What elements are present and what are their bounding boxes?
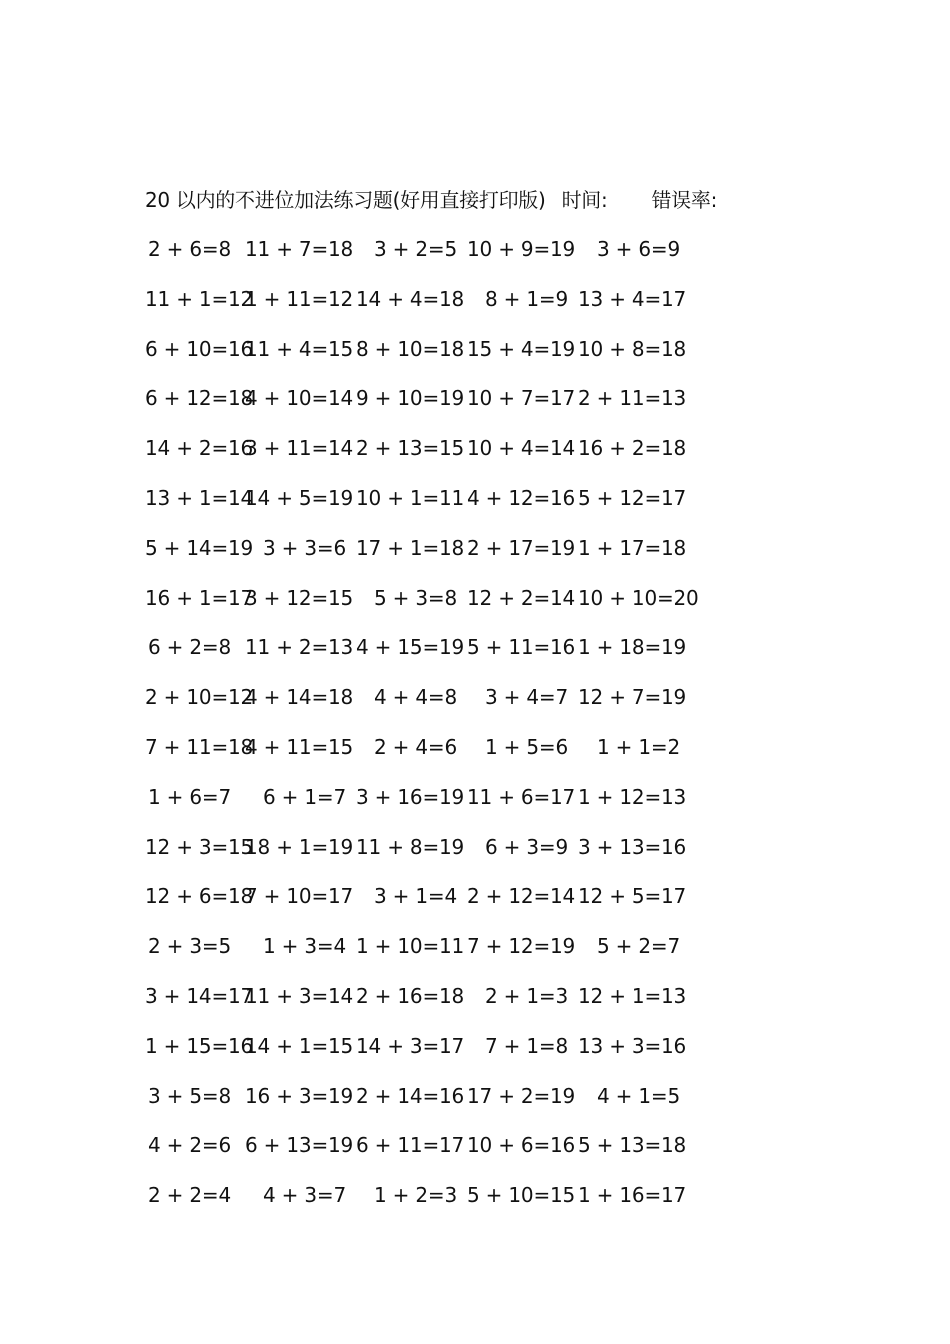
problem-cell: 4 + 1=5 — [596, 1083, 680, 1108]
problem-cell: 16 + 3=19 — [245, 1083, 354, 1108]
problem-cell: 2 + 1=3 — [484, 983, 568, 1008]
problem-cell: 14 + 1=15 — [245, 1033, 354, 1058]
problem-cell: 4 + 10=14 — [245, 386, 354, 411]
problem-cell: 10 + 9=19 — [467, 237, 576, 261]
problem-cell: 2 + 16=18 — [356, 983, 465, 1008]
problem-cell: 1 + 12=13 — [578, 784, 687, 809]
problem-cell: 17 + 1=18 — [356, 535, 465, 560]
problem-cell: 6 + 3=9 — [484, 834, 568, 859]
problem-cell: 10 + 6=16 — [467, 1133, 576, 1158]
problem-cell: 14 + 5=19 — [245, 485, 354, 510]
problem-cell: 3 + 2=5 — [373, 237, 457, 261]
problem-cell: 2 + 14=16 — [356, 1083, 465, 1108]
problem-cell: 2 + 3=5 — [147, 934, 231, 959]
problem-cell: 4 + 3=7 — [262, 1183, 346, 1208]
problem-cell: 2 + 13=15 — [356, 436, 465, 461]
error-rate-label: 错误率: — [651, 188, 718, 212]
problem-cell: 7 + 12=19 — [467, 934, 576, 959]
problem-cell: 5 + 13=18 — [578, 1133, 687, 1158]
problem-cell: 1 + 16=17 — [578, 1183, 687, 1208]
problem-row — [145, 683, 705, 733]
problem-cell: 11 + 8=19 — [356, 834, 465, 859]
problem-cell: 10 + 7=17 — [467, 386, 576, 411]
problem-cell: 11 + 2=13 — [245, 635, 354, 660]
problem-cell: 3 + 6=9 — [596, 237, 680, 261]
problem-cell: 1 + 3=4 — [262, 934, 346, 959]
problem-cell: 7 + 11=18 — [145, 734, 254, 759]
problem-cell: 10 + 8=18 — [578, 336, 687, 361]
problem-cell: 13 + 4=17 — [578, 286, 687, 311]
problem-row — [145, 384, 705, 434]
problem-cell: 15 + 4=19 — [467, 336, 576, 361]
problem-cell: 16 + 1=17 — [145, 585, 254, 610]
problem-cell: 18 + 1=19 — [245, 834, 354, 859]
worksheet-title: 20 以内的不进位加法练习题(好用直接打印版) — [145, 188, 546, 212]
problem-row — [145, 633, 705, 683]
problem-cell: 13 + 1=14 — [145, 485, 254, 510]
problem-cell: 5 + 2=7 — [596, 934, 680, 959]
problem-cell: 8 + 10=18 — [356, 336, 465, 361]
problem-cell: 11 + 6=17 — [467, 784, 576, 809]
problem-row — [145, 534, 705, 584]
problem-cell: 3 + 12=15 — [245, 585, 354, 610]
problem-cell: 11 + 1=12 — [145, 286, 254, 311]
problem-cell: 3 + 16=19 — [356, 784, 465, 809]
problem-cell: 4 + 2=6 — [147, 1133, 231, 1158]
problem-cell: 1 + 5=6 — [484, 734, 568, 759]
problem-cell: 6 + 1=7 — [262, 784, 346, 809]
problem-cell: 3 + 5=8 — [147, 1083, 231, 1108]
problem-cell: 2 + 6=8 — [147, 237, 231, 261]
problem-cell: 1 + 17=18 — [578, 535, 687, 560]
problem-row — [145, 1032, 705, 1082]
problem-row — [145, 932, 705, 982]
problem-cell: 4 + 12=16 — [467, 485, 576, 510]
problem-cell: 2 + 11=13 — [578, 386, 687, 411]
problem-grid — [145, 235, 705, 1231]
problem-cell: 5 + 14=19 — [145, 535, 254, 560]
problem-row — [145, 584, 705, 634]
problem-cell: 10 + 1=11 — [356, 485, 465, 510]
problem-cell: 1 + 11=12 — [245, 286, 354, 311]
problem-cell: 6 + 13=19 — [245, 1133, 354, 1158]
problem-cell: 4 + 11=15 — [245, 734, 354, 759]
problem-row — [145, 1131, 705, 1181]
worksheet-header — [145, 186, 717, 214]
problem-cell: 12 + 1=13 — [578, 983, 687, 1008]
problem-cell: 11 + 3=14 — [245, 983, 354, 1008]
problem-cell: 4 + 4=8 — [373, 685, 457, 710]
problem-cell: 13 + 3=16 — [578, 1033, 687, 1058]
problem-cell: 12 + 2=14 — [467, 585, 576, 610]
problem-cell: 2 + 4=6 — [373, 734, 457, 759]
problem-cell: 16 + 2=18 — [578, 436, 687, 461]
time-label: 时间: — [561, 188, 608, 212]
problem-cell: 8 + 1=9 — [484, 286, 568, 311]
problem-cell: 2 + 12=14 — [467, 884, 576, 909]
problem-cell: 10 + 10=20 — [578, 585, 699, 610]
problem-cell: 14 + 2=16 — [145, 436, 254, 461]
problem-row — [145, 882, 705, 932]
problem-cell: 1 + 6=7 — [147, 784, 231, 809]
problem-cell: 10 + 4=14 — [467, 436, 576, 461]
problem-cell: 12 + 6=18 — [145, 884, 254, 909]
problem-cell: 12 + 3=15 — [145, 834, 254, 859]
problem-cell: 11 + 4=15 — [245, 336, 354, 361]
problem-cell: 5 + 10=15 — [467, 1183, 576, 1208]
problem-row — [145, 833, 705, 883]
problem-cell: 5 + 12=17 — [578, 485, 687, 510]
problem-cell: 2 + 17=19 — [467, 535, 576, 560]
problem-cell: 5 + 11=16 — [467, 635, 576, 660]
problem-cell: 12 + 5=17 — [578, 884, 687, 909]
problem-cell: 1 + 2=3 — [373, 1183, 457, 1208]
problem-row — [145, 484, 705, 534]
problem-cell: 3 + 14=17 — [145, 983, 254, 1008]
problem-cell: 11 + 7=18 — [245, 237, 354, 261]
problem-cell: 7 + 1=8 — [484, 1033, 568, 1058]
problem-cell: 6 + 10=16 — [145, 336, 254, 361]
problem-cell: 14 + 3=17 — [356, 1033, 465, 1058]
problem-cell: 1 + 18=19 — [578, 635, 687, 660]
problem-cell: 3 + 11=14 — [245, 436, 354, 461]
problem-cell: 6 + 12=18 — [145, 386, 254, 411]
problem-cell: 9 + 10=19 — [356, 386, 465, 411]
problem-cell: 14 + 4=18 — [356, 286, 465, 311]
problem-cell: 6 + 11=17 — [356, 1133, 465, 1158]
problem-cell: 3 + 1=4 — [373, 884, 457, 909]
problem-row — [145, 235, 705, 285]
problem-row — [145, 434, 705, 484]
problem-cell: 1 + 10=11 — [356, 934, 465, 959]
problem-row — [145, 733, 705, 783]
problem-row — [145, 982, 705, 1032]
problem-cell: 1 + 1=2 — [596, 734, 680, 759]
problem-cell: 2 + 2=4 — [147, 1183, 231, 1208]
problem-cell: 7 + 10=17 — [245, 884, 354, 909]
problem-row — [145, 285, 705, 335]
problem-cell: 4 + 14=18 — [245, 685, 354, 710]
problem-cell: 3 + 4=7 — [484, 685, 568, 710]
problem-cell: 17 + 2=19 — [467, 1083, 576, 1108]
problem-cell: 5 + 3=8 — [373, 585, 457, 610]
problem-cell: 2 + 10=12 — [145, 685, 254, 710]
problem-cell: 4 + 15=19 — [356, 635, 465, 660]
problem-row — [145, 1181, 705, 1231]
problem-row — [145, 335, 705, 385]
problem-row — [145, 1082, 705, 1132]
problem-row — [145, 783, 705, 833]
problem-cell: 3 + 13=16 — [578, 834, 687, 859]
problem-cell: 6 + 2=8 — [147, 635, 231, 660]
problem-cell: 3 + 3=6 — [262, 535, 346, 560]
problem-cell: 12 + 7=19 — [578, 685, 687, 710]
problem-cell: 1 + 15=16 — [145, 1033, 254, 1058]
